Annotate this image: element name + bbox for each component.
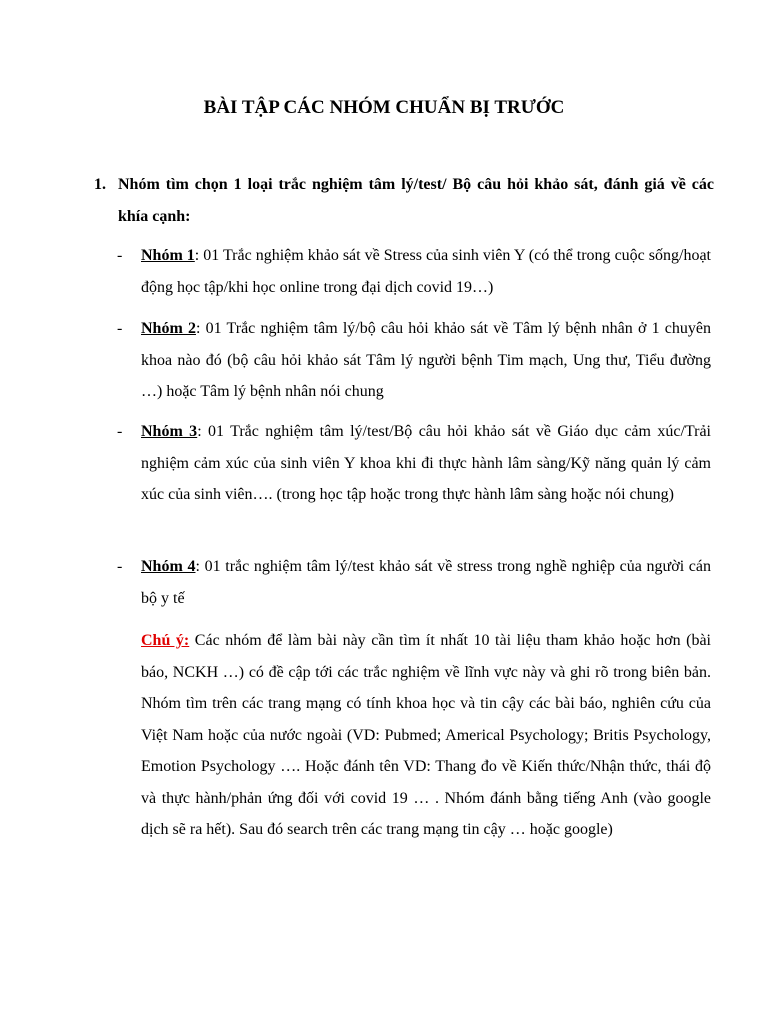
question-1: [94, 169, 714, 232]
bullet-text: [141, 240, 711, 303]
note-label: Chú ý:: [141, 632, 190, 649]
bullet-group-4: [117, 551, 711, 614]
question-text: Nhóm tìm chọn 1 loại trắc nghiệm tâm lý/test/ Bộ câu hỏi khảo sát, đánh giá về các khía cạnh:: [118, 176, 714, 225]
note-text: Các nhóm để làm bài này cần tìm ít nhất 10 tài liệu tham khảo hoặc hơn (bài báo, NCKH …) có đề cập tới các trắc nghiệm về lĩnh vực này và ghi rõ trong biên bản. Nhóm tìm trên các trang mạng có tính khoa học và tin cậy các bài báo, nghiên cứu của Việt Nam hoặc của nước ngoài (VD: Pubmed; Americal Psychology; Britis Psychology, Emotion Psychology …. Hoặc đánh tên VD: Thang đo về Kiến thức/Nhận thức, thái độ và thực hành/phản ứng đối với covid 19 … . Nhóm đánh bằng tiếng Anh (vào google dịch sẽ ra hết). Sau đó search trên các trang mạng tin cậy … hoặc google): [141, 632, 712, 838]
bullet-dash: -: [117, 558, 123, 575]
group-label: Nhóm 4: [141, 558, 196, 575]
group-description: : 01 trắc nghiệm tâm lý/test khảo sát về stress trong nghề nghiệp của người cán bộ y tế: [141, 558, 712, 607]
group-label: Nhóm 1: [141, 247, 195, 264]
bullet-text: [141, 416, 711, 511]
page-title: BÀI TẬP CÁC NHÓM CHUẨN BỊ TRƯỚC: [203, 97, 565, 118]
group-label: Nhóm 3: [141, 423, 198, 440]
bullet-dash: -: [117, 423, 123, 440]
bullet-text: [141, 313, 711, 408]
bullet-dash: -: [117, 320, 123, 337]
bullet-dash: -: [117, 247, 123, 264]
bullet-group-2: [117, 313, 711, 408]
bullet-group-3: [117, 416, 711, 511]
group-description: : 01 Trắc nghiệm khảo sát về Stress của sinh viên Y (có thể trong cuộc sống/hoạt động học tập/khi học online trong đại dịch covid 19…): [141, 247, 711, 296]
question-number: 1.: [94, 176, 106, 193]
note-paragraph: [141, 625, 711, 846]
bullet-text: [141, 551, 711, 614]
group-label: Nhóm 2: [141, 320, 196, 337]
bullet-group-1: [117, 240, 711, 303]
group-description: : 01 Trắc nghiệm tâm lý/bộ câu hỏi khảo sát về Tâm lý bệnh nhân ở 1 chuyên khoa nào đó (bộ câu hỏi khảo sát Tâm lý người bệnh Tim mạch, Ung thư, Tiểu đường …) hoặc Tâm lý bệnh nhân nói chung: [141, 320, 712, 400]
group-description: : 01 Trắc nghiệm tâm lý/test/Bộ câu hỏi khảo sát về Giáo dục cảm xúc/Trải nghiệm cảm xúc của sinh viên Y khoa khi đi thực hành lâm sàng/Kỹ năng quản lý cảm xúc của sinh viên…. (trong học tập hoặc trong thực hành lâm sàng hoặc nói chung): [141, 423, 712, 503]
